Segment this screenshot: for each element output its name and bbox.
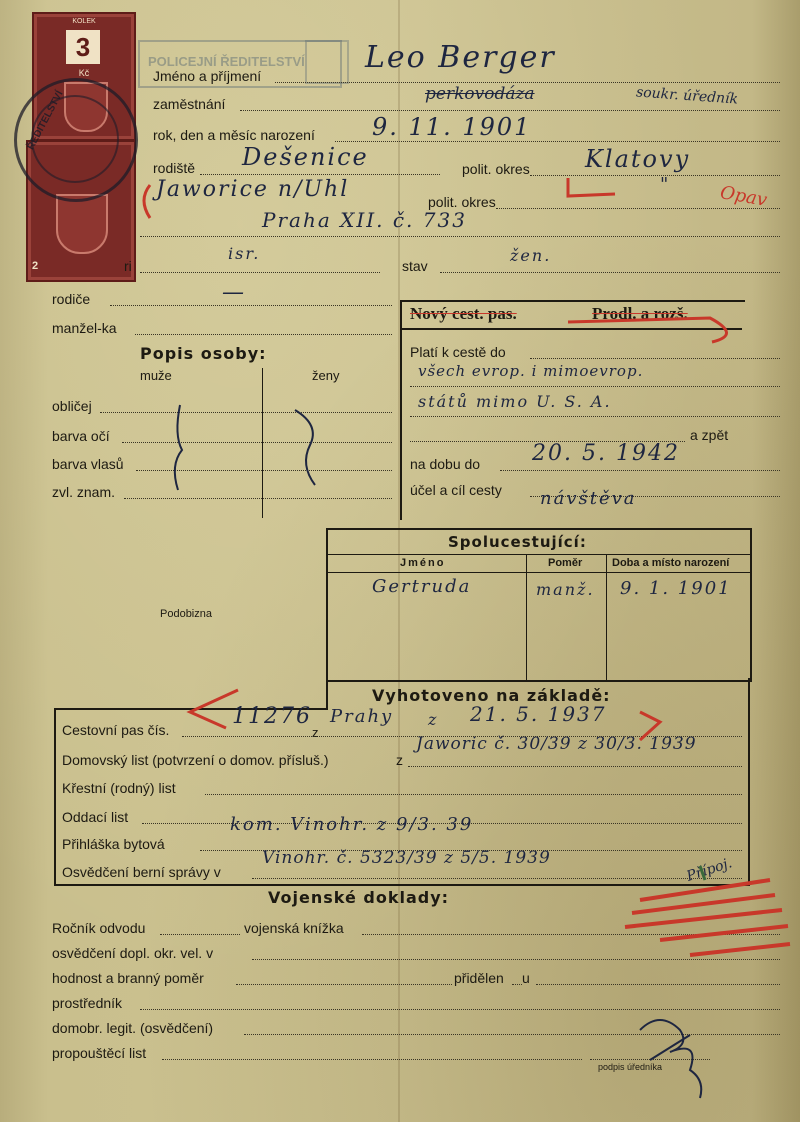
hair-label: barva vlasů bbox=[52, 456, 124, 472]
companions-header-name: Jméno bbox=[400, 557, 446, 569]
issued-passport-date[interactable]: 21. 5. 1937 bbox=[470, 702, 607, 726]
military-intermediary-label: prostředník bbox=[52, 995, 123, 1011]
tax-value[interactable]: Vinohr. č. 5323/39 z 5/5. 1939 bbox=[262, 848, 551, 868]
district-label: polit. okres bbox=[462, 161, 530, 177]
new-passport-label[interactable]: Nový cest. pas. bbox=[410, 304, 517, 323]
return-label: a zpět bbox=[690, 427, 729, 443]
military-year-label: Ročník odvodu bbox=[52, 920, 146, 936]
military-cert-label: osvědčení dopl. okr. vel. v bbox=[52, 945, 214, 961]
occupation-label: zaměstnání bbox=[153, 96, 226, 112]
military-legion-label: domobr. legit. (osvědčení) bbox=[52, 1020, 214, 1036]
valid-label: Platí k cestě do bbox=[410, 344, 506, 360]
red-bracket-residence bbox=[144, 185, 150, 218]
domicile-z: z bbox=[396, 752, 403, 768]
period-value[interactable]: 20. 5. 1942 bbox=[532, 441, 680, 466]
issued-passport-place[interactable]: Prahy bbox=[330, 706, 394, 727]
companions-header-relation: Poměr bbox=[548, 557, 583, 569]
birth-label: rok, den a měsíc narození bbox=[153, 127, 315, 143]
red-bracket-issued-left bbox=[190, 690, 238, 728]
red-note-opava: Opav bbox=[718, 182, 769, 211]
marriage-label: Oddací list bbox=[62, 809, 129, 825]
birthplace-value[interactable]: Dešenice bbox=[242, 143, 369, 171]
face-label: obličej bbox=[52, 398, 92, 414]
name-label: Jméno a příjmení bbox=[153, 68, 262, 84]
military-discharge-label: propouštěcí list bbox=[52, 1045, 147, 1061]
companions-title: Spolucestující: bbox=[448, 533, 587, 551]
issued-title: Vyhotoveno na základě: bbox=[372, 686, 611, 705]
purpose-value[interactable]: návštěva bbox=[540, 488, 637, 509]
photo-label: Podobizna bbox=[160, 608, 212, 620]
purpose-label: účel a cíl cesty bbox=[410, 482, 502, 498]
registration-label: Přihláška bytová bbox=[62, 836, 165, 852]
residence-value[interactable]: Jaworice n/Uhl bbox=[156, 177, 350, 202]
tax-label: Osvědčení berní správy v bbox=[62, 864, 221, 880]
issued-passport-z: z bbox=[312, 725, 319, 740]
stamp-top-label: KOLEK bbox=[72, 18, 96, 25]
red-dash-district2 bbox=[568, 178, 615, 196]
extension-label[interactable]: Prodl. a rozš. bbox=[592, 304, 688, 323]
military-book-label: vojenská knížka bbox=[244, 920, 344, 936]
birth-value[interactable]: 9. 11. 1901 bbox=[372, 113, 532, 141]
signature-label: podpis úředníka bbox=[598, 1062, 663, 1072]
address-value[interactable]: Praha XII. č. 733 bbox=[262, 208, 467, 232]
red-arrow-passport-header bbox=[568, 318, 727, 342]
valid-value-1[interactable]: všech evrop. i mimoevrop. bbox=[418, 362, 644, 380]
status-label: stav bbox=[402, 258, 428, 274]
tax-note: Přípoj. bbox=[684, 855, 735, 885]
green-pencil-mark bbox=[700, 866, 705, 880]
spouse-label: manžel-ka bbox=[52, 320, 117, 336]
companion-row-relation[interactable]: manž. bbox=[536, 580, 595, 599]
district2-label: polit. okres bbox=[428, 194, 496, 210]
religion-value[interactable]: isr. bbox=[228, 244, 261, 263]
name-value[interactable]: Leo Berger bbox=[365, 40, 556, 75]
official-signature-scribble bbox=[640, 1020, 701, 1098]
district-value[interactable]: Klatovy bbox=[585, 145, 691, 173]
stamp-currency: Kč bbox=[78, 68, 90, 78]
occupation-value[interactable]: soukr. úředník bbox=[635, 84, 739, 108]
marks-label: zvl. znam. bbox=[52, 484, 116, 500]
stamp-lower-value: 2 bbox=[32, 260, 39, 272]
issued-passport-r: z bbox=[428, 710, 439, 729]
col-female-label: ženy bbox=[312, 368, 340, 383]
military-assigned-u: u bbox=[522, 970, 530, 986]
military-title: Vojenské doklady: bbox=[268, 888, 450, 907]
baptism-label: Křestní (rodný) list bbox=[62, 780, 176, 796]
red-bracket-issued-right bbox=[640, 712, 660, 740]
birthplace-label: rodiště bbox=[153, 160, 196, 176]
parents-value[interactable]: — bbox=[222, 280, 246, 305]
period-label: na dobu do bbox=[410, 456, 481, 472]
red-hatching bbox=[625, 880, 790, 955]
postmark-text: ŘEDITELSTVÍ bbox=[25, 89, 66, 152]
domicile-label: Domovský list (potvrzení o domov. přísluš.) bbox=[62, 752, 329, 768]
companion-row-name[interactable]: Gertruda bbox=[372, 576, 472, 597]
issued-passport-value[interactable]: 11276 bbox=[232, 704, 312, 729]
stamp-value: 3 bbox=[66, 30, 100, 64]
parents-label: rodiče bbox=[52, 291, 91, 307]
companions-header-birth: Doba a místo narození bbox=[612, 557, 730, 569]
col-male-label: muže bbox=[140, 368, 172, 383]
district2-value[interactable]: " bbox=[660, 174, 671, 195]
issued-passport-label: Cestovní pas čís. bbox=[62, 722, 170, 738]
occupation-struck: perkovodáza bbox=[425, 84, 535, 104]
military-assigned-label: přidělen bbox=[454, 970, 504, 986]
domicile-value[interactable]: Jaworic č. 30/39 z 30/3. 1939 bbox=[416, 734, 697, 754]
valid-value-2[interactable]: států mimo U. S. A. bbox=[418, 392, 612, 411]
status-value[interactable]: žen. bbox=[510, 246, 552, 265]
companion-row-birth[interactable]: 9. 1. 1901 bbox=[620, 578, 732, 599]
military-rank-label: hodnost a branný poměr bbox=[52, 970, 204, 986]
registration-value[interactable]: kom. Vinohr. z 9/3. 39 bbox=[230, 814, 474, 835]
description-title: Popis osoby: bbox=[140, 344, 267, 363]
religion-label: ri bbox=[124, 258, 132, 274]
faded-stamp-text: POLICEJNÍ ŘEDITELSTVÍ bbox=[148, 54, 305, 69]
eyes-label: barva očí bbox=[52, 428, 110, 444]
